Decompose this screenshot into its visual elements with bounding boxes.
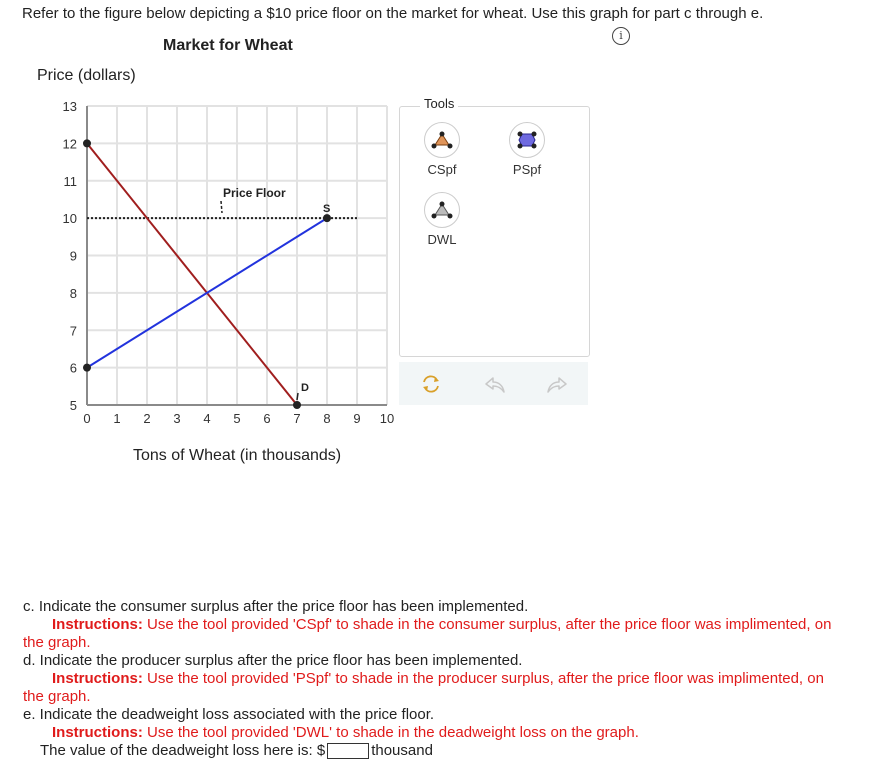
svg-text:0: 0 [83,411,91,426]
svg-text:9: 9 [353,411,361,426]
svg-text:13: 13 [62,99,77,114]
intro-text: Refer to the figure below depicting a $10 price floor on the market for wheat. Use this graph for part c through e. [22,5,764,22]
supply-endpoint-top[interactable] [323,214,331,222]
supply-endpoint-bottom[interactable] [83,364,91,372]
polygon-area-icon [509,122,545,158]
tool-label: DWL [427,232,457,247]
svg-text:7: 7 [69,323,77,339]
y-axis-label: Price (dollars) [37,67,136,84]
tools-panel [399,106,590,357]
svg-text:7: 7 [293,411,301,426]
svg-text:6: 6 [69,360,77,376]
tools-legend: Tools [420,96,458,111]
svg-text:5: 5 [233,411,241,426]
svg-text:3: 3 [173,411,181,426]
tool-dwl[interactable] [412,192,472,247]
svg-text:10: 10 [62,211,77,227]
demand-curve[interactable] [87,143,297,405]
instructions-c-cont: the graph. [23,634,91,651]
svg-text:4: 4 [203,411,211,426]
question-c: c. Indicate the consumer surplus after the price floor has been implemented. [23,598,529,615]
svg-text:8: 8 [69,285,77,301]
tool-label: PSpf [512,162,542,177]
grid [87,106,387,405]
graph-toolbar [399,362,588,405]
redo-icon[interactable] [545,372,569,396]
svg-text:11: 11 [63,173,77,189]
instructions-d-cont: the graph. [23,688,91,705]
axis-ticks [63,99,395,426]
tool-cspf[interactable] [412,122,472,177]
chart-title: Market for Wheat [163,37,293,54]
svg-text:9: 9 [69,248,77,264]
question-e: e. Indicate the deadweight loss associated with the price floor. [23,706,435,723]
price-floor-label: Price Floor [223,186,286,200]
svg-text:5: 5 [69,398,77,413]
answer-prefix: The value of the deadweight loss here is: $ [40,742,326,759]
svg-text:1: 1 [113,411,121,426]
instructions-c: Instructions: Use the tool provided 'CSpf' to shade in the consumer surplus, after the price floor was implimented, on [52,616,832,633]
demand-label-pointer [297,393,298,400]
demand-endpoint-bottom[interactable] [293,401,301,409]
reset-icon[interactable] [419,372,443,396]
demand-label: D [301,382,309,394]
demand-endpoint-top[interactable] [83,139,91,147]
info-icon[interactable]: i [612,27,630,45]
svg-text:12: 12 [62,136,77,152]
svg-text:6: 6 [263,411,271,426]
deadweight-loss-input[interactable] [327,743,369,759]
price-floor-label-pointer [221,201,222,213]
triangle-area-icon [424,122,460,158]
supply-label: S [323,203,331,215]
tool-pspf[interactable] [497,122,557,177]
question-d: d. Indicate the producer surplus after the price floor has been implemented. [23,652,523,669]
undo-icon[interactable] [483,372,507,396]
svg-text:2: 2 [143,411,151,426]
svg-text:8: 8 [323,411,331,426]
answer-line [23,742,873,760]
svg-text:10: 10 [379,411,395,426]
instructions-e: Instructions: Use the tool provided 'DWL' to shade in the deadweight loss on the graph. [52,724,639,741]
x-axis-label: Tons of Wheat (in thousands) [133,447,342,464]
answer-suffix: thousand [371,742,433,759]
instructions-d: Instructions: Use the tool provided 'PSpf' to shade in the producer surplus, after the price floor was implimented, on [52,670,824,687]
triangle-area-icon [424,192,460,228]
questions-section [23,598,873,760]
tool-label: CSpf [427,162,457,177]
